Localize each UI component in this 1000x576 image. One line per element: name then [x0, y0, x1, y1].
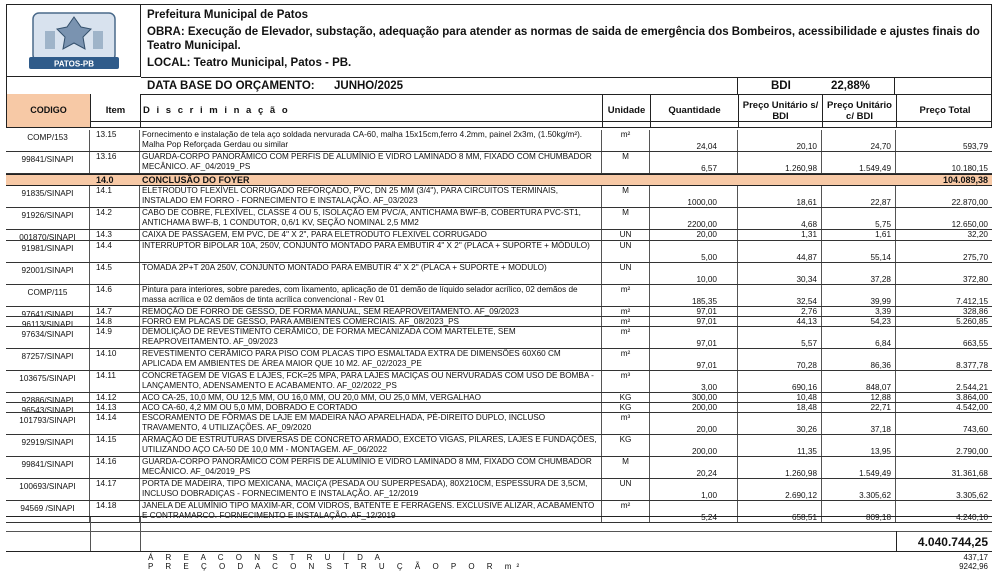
built-area-label: Á R E A C O N S T R U Í D A — [148, 553, 385, 562]
row-unit-price-with-bdi: 54,23 — [822, 317, 896, 326]
row-total: 2.790,00 — [956, 447, 988, 456]
row-item: 14.17 — [90, 479, 140, 500]
row-unit-price-no-bdi: 70,28 — [738, 349, 822, 370]
row-unit: m² — [602, 130, 650, 151]
table-row — [6, 327, 992, 349]
row-unit-price-no-bdi: 18,61 — [738, 186, 822, 207]
row-unit: m³ — [602, 413, 650, 434]
municipality-logo — [7, 5, 141, 77]
table-row — [6, 317, 992, 327]
row-total: 7.412,15 — [956, 297, 988, 306]
row-unit: m² — [602, 327, 650, 348]
row-item: 14.4 — [90, 241, 140, 262]
row-code: 97634/SINAPI — [6, 327, 90, 348]
grand-total: 4.040.744,25 — [917, 535, 988, 549]
row-description: CONCRETAGEM DE VIGAS E LAJES, FCK=25 MPA, PARA LAJES MACIÇAS OU NERVURADAS COM USO DE BOMBA - LANÇAMENTO, ADENSAMENTO E ACABAMENTO. AF_02/2022_PS — [140, 371, 602, 392]
row-unit-price-no-bdi: 30,34 — [738, 263, 822, 284]
row-description: PORTA DE MADEIRA, TIPO MEXICANA, MACIÇA (PESADA OU SUPERPESADA), 80X210CM, ESPESSURA DE 3,5CM, INCLUSO DOBRADIÇAS - FORNECIMENTO E INSTALAÇÃO. AF_12/2019 — [140, 479, 602, 500]
row-total: 22.870,00 — [951, 198, 988, 207]
row-item: 14.0 — [96, 175, 114, 185]
table-row — [6, 435, 992, 457]
col-item: Item — [91, 94, 141, 127]
row-unit: m² — [602, 501, 650, 522]
row-total: 275,70 — [962, 253, 988, 262]
municipality-name: Prefeitura Municipal de Patos — [147, 9, 309, 21]
row-unit-price-no-bdi: 44,13 — [738, 317, 822, 326]
row-unit-price-with-bdi: 37,18 — [822, 413, 896, 434]
row-description: GUARDA-CORPO PANORÂMICO COM PERFIS DE ALUMÍNIO E VIDRO LAMINADO 8 MM, FIXADO COM CHUMBADOR MECÂNICO. AF_04/2019_PS — [140, 457, 602, 478]
row-total: 372,80 — [962, 275, 988, 284]
row-unit-price-no-bdi: 44,87 — [738, 241, 822, 262]
row-unit-price-with-bdi: 1.549,49 — [822, 457, 896, 478]
row-description: FORRO EM PLACAS DE GESSO, PARA AMBIENTES COMERCIAIS. AF_08/2023_PS — [140, 317, 602, 326]
row-code: 94569 /SINAPI — [6, 501, 90, 522]
row-unit: M — [602, 186, 650, 207]
row-item: 14.15 — [90, 435, 140, 456]
table-row — [6, 371, 992, 393]
row-total: 743,60 — [962, 425, 988, 434]
row-total: 10.180,15 — [951, 164, 988, 173]
built-area-value: 437,17 — [963, 553, 988, 562]
row-quantity: 300,00 — [650, 393, 738, 402]
row-description: REMOÇÃO DE FORRO DE GESSO, DE FORMA MANUAL, SEM REAPROVEITAMENTO. AF_09/2023 — [140, 307, 602, 316]
row-quantity: 5,00 — [650, 241, 738, 262]
row-quantity: 10,00 — [650, 263, 738, 284]
row-item: 14.8 — [90, 317, 140, 326]
table-row — [6, 263, 992, 285]
row-description: GUARDA-CORPO PANORÂMICO COM PERFIS DE ALUMÍNIO E VIDRO LAMINADO 8 MM, FIXADO COM CHUMBADOR MECÂNICO. AF_04/2019_PS — [140, 152, 602, 173]
row-unit: KG — [602, 393, 650, 402]
row-unit-price-no-bdi: 20,10 — [738, 130, 822, 151]
table-row — [6, 285, 992, 307]
row-unit: UN — [602, 263, 650, 284]
row-code: 92919/SINAPI — [6, 435, 90, 456]
logo-text: PATOS-PB — [53, 59, 94, 68]
row-item: 14.1 — [90, 186, 140, 207]
row-unit — [602, 175, 650, 185]
row-total: 31.361,68 — [951, 469, 988, 478]
table-row — [6, 241, 992, 263]
summary-footer — [6, 516, 992, 570]
table-row — [6, 349, 992, 371]
row-item: 14.9 — [90, 327, 140, 348]
row-unit: m² — [602, 317, 650, 326]
row-unit-price-no-bdi: 30,26 — [738, 413, 822, 434]
row-unit-price-no-bdi: 5,57 — [738, 327, 822, 348]
row-unit: M — [602, 208, 650, 229]
row-quantity: 1000,00 — [650, 186, 738, 207]
row-unit: M — [602, 152, 650, 173]
row-quantity: 97,01 — [650, 307, 738, 316]
row-code: 001870/SINAPI — [6, 230, 90, 240]
row-total: 5.260,85 — [956, 317, 988, 326]
row-quantity: 20,24 — [650, 457, 738, 478]
row-description: ESCORAMENTO DE FÔRMAS DE LAJE EM MADEIRA NÃO APARELHADA, PÉ-DIREITO DUPLO, INCLUSO TRAVAMENTO, 4 UTILIZAÇÕES. AF_09/2020 — [140, 413, 602, 434]
row-quantity: 24,04 — [650, 130, 738, 151]
row-code: 96543/SINAPI — [6, 403, 90, 412]
row-code: 101793/SINAPI — [6, 413, 90, 434]
col-unit-price-with-bdi: Preço Unitário c/ BDI — [823, 94, 897, 127]
row-unit-price-no-bdi: 11,35 — [738, 435, 822, 456]
table-row — [6, 230, 992, 241]
row-quantity: 185,35 — [650, 285, 738, 306]
row-item: 14.3 — [90, 230, 140, 240]
row-description: CONCLUSÃO DO FOYER — [142, 175, 250, 185]
row-code: 97641/SINAPI — [6, 307, 90, 316]
obra-description: OBRA: Execução de Elevador, substação, adequação para atender as normas de saida de emergência dos Bombeiros, acessibilidade e ajustes finais do Teatro Municipal. — [147, 26, 980, 52]
price-per-m2-label: P R E Ç O D A C O N S T R U Ç Ã O P O R m² — [148, 562, 525, 571]
row-unit-price-no-bdi — [738, 175, 822, 185]
row-description: Fornecimento e instalação de tela aço soldada nervurada CA-60, malha 15x15cm,ferro 4.2mm, painel 2x3m, (1.50kg/m²). Malha Pop Reforçada Gerdau ou similar — [140, 130, 602, 151]
coat-of-arms-icon — [19, 9, 129, 73]
table-row — [6, 393, 992, 403]
row-quantity: 200,00 — [650, 435, 738, 456]
row-code: COMP/153 — [6, 130, 90, 151]
row-total: 3.864,00 — [956, 393, 988, 402]
row-unit-price-with-bdi: 24,70 — [822, 130, 896, 151]
row-total: 4.240,10 — [956, 513, 988, 522]
row-unit: M — [602, 457, 650, 478]
row-code: 91835/SINAPI — [6, 186, 90, 207]
row-unit: m³ — [602, 371, 650, 392]
row-unit-price-no-bdi: 18,48 — [738, 403, 822, 412]
table-row — [6, 130, 992, 152]
row-unit-price-with-bdi: 809,18 — [822, 501, 896, 522]
row-item: 14.18 — [90, 501, 140, 522]
row-code: 92001/SINAPI — [6, 263, 90, 284]
price-per-m2-value: 9242,96 — [959, 562, 988, 571]
row-code — [6, 175, 90, 185]
row-description: TOMADA 2P+T 20A 250V, CONJUNTO MONTADO PARA EMBUTIR 4" X 2" (PLACA + SUPORTE + MODULO) — [140, 263, 602, 284]
row-code: 103675/SINAPI — [6, 371, 90, 392]
table-row — [6, 457, 992, 479]
row-code: 91926/SINAPI — [6, 208, 90, 229]
row-unit-price-with-bdi: 39,99 — [822, 285, 896, 306]
row-quantity: 97,01 — [650, 327, 738, 348]
row-quantity: 20,00 — [650, 413, 738, 434]
row-total: 4.542,00 — [956, 403, 988, 412]
row-unit-price-with-bdi: 55,14 — [822, 241, 896, 262]
row-total: 328,86 — [962, 307, 988, 316]
row-total: 12.650,00 — [951, 220, 988, 229]
row-total: 2.544,21 — [956, 383, 988, 392]
base-date-value: JUNHO/2025 — [334, 80, 404, 92]
row-unit-price-with-bdi: 86,36 — [822, 349, 896, 370]
row-item: 14.5 — [90, 263, 140, 284]
row-description: REVESTIMENTO CERÂMICO PARA PISO COM PLACAS TIPO ESMALTADA EXTRA DE DIMENSÕES 60X60 CM APLICADA EM AMBIENTES DE ÁREA MAIOR QUE 10 M2. AF_02/2023_PE — [140, 349, 602, 370]
table-row — [6, 479, 992, 501]
row-item: 14.2 — [90, 208, 140, 229]
row-description: CABO DE COBRE, FLEXÍVEL, CLASSE 4 OU 5, ISOLAÇÃO EM PVC/A, ANTICHAMA BWF-B, COBERTURA PVC-ST1, ANTICHAMA BWF-B, 1 CONDUTOR, 0,6/1 KV, SEÇÃO NOMINAL 2,5 MM2 — [140, 208, 602, 229]
row-code: 92886/SINAPI — [6, 393, 90, 402]
header-text — [141, 5, 991, 77]
row-code: 99841/SINAPI — [6, 152, 90, 173]
row-description: DEMOLIÇÃO DE REVESTIMENTO CERÂMICO, DE FORMA MECANIZADA COM MARTELETE, SEM REAPROVEITAMENTO. AF_09/2023 — [140, 327, 602, 348]
row-unit-price-no-bdi: 690,16 — [738, 371, 822, 392]
row-quantity: 97,01 — [650, 349, 738, 370]
row-unit-price-with-bdi: 1.549,49 — [822, 152, 896, 173]
row-total: 8.377,78 — [956, 361, 988, 370]
row-unit-price-no-bdi: 1,31 — [738, 230, 822, 240]
row-unit-price-with-bdi: 22,71 — [822, 403, 896, 412]
table-row — [6, 403, 992, 413]
row-unit: KG — [602, 435, 650, 456]
row-unit: UN — [602, 230, 650, 240]
row-unit-price-no-bdi: 1.260,98 — [738, 152, 822, 173]
row-code: 87257/SINAPI — [6, 349, 90, 370]
row-unit-price-no-bdi: 2.690,12 — [738, 479, 822, 500]
row-description: ARMAÇÃO DE ESTRUTURAS DIVERSAS DE CONCRETO ARMADO, EXCETO VIGAS, PILARES, LAJES E FUNDAÇÕES, UTILIZANDO AÇO CA-50 DE 10,0 MM - MONTAGEM. AF_06/2022 — [140, 435, 602, 456]
table-row — [6, 152, 992, 174]
row-unit: UN — [602, 479, 650, 500]
row-quantity: 200,00 — [650, 403, 738, 412]
row-item: 13.16 — [90, 152, 140, 173]
row-unit-price-with-bdi: 37,28 — [822, 263, 896, 284]
row-quantity: 2200,00 — [650, 208, 738, 229]
location: LOCAL: Teatro Municipal, Patos - PB. — [147, 57, 352, 69]
row-description: JANELA DE ALUMÍNIO TIPO MAXIM-AR, COM VIDROS, BATENTE E FERRAGENS. EXCLUSIVE ALIZAR, ACABAMENTO E CONTRAMARCO. FORNECIMENTO E INSTALAÇÃO. AF_12/2019 — [140, 501, 602, 522]
row-unit: m² — [602, 307, 650, 316]
row-description: INTERRUPTOR BIPOLAR 10A, 250V, CONJUNTO MONTADO PARA EMBUTIR 4" X 2" (PLACA + SUPORTE + MÓDULO) — [140, 241, 602, 262]
row-unit-price-with-bdi: 5,75 — [822, 208, 896, 229]
row-unit: m² — [602, 285, 650, 306]
row-unit: m² — [602, 349, 650, 370]
col-code: CODIGO — [7, 94, 91, 127]
row-code: 100693/SINAPI — [6, 479, 90, 500]
row-unit: KG — [602, 403, 650, 412]
row-quantity — [650, 175, 738, 185]
col-quantity: Quantidade — [651, 94, 739, 127]
row-description: ACO CA-60, 4,2 MM OU 5,0 MM, DOBRADO E CORTADO — [140, 403, 602, 412]
row-description: ELETRODUTO FLEXÍVEL CORRUGADO REFORÇADO, PVC, DN 25 MM (3/4"), PARA CIRCUITOS TERMINAIS, INSTALADO EM FORRO - FORNECIMENTO E INSTALAÇÃO. AF_03/2023 — [140, 186, 602, 207]
row-quantity: 20,00 — [650, 230, 738, 240]
row-unit-price-with-bdi: 22,87 — [822, 186, 896, 207]
table-row — [6, 307, 992, 317]
row-item: 14.11 — [90, 371, 140, 392]
row-quantity: 6,57 — [650, 152, 738, 173]
row-item: 14.10 — [90, 349, 140, 370]
row-description: ACO CA-25, 10,0 MM, OU 12,5 MM, OU 16,0 MM, OU 20,0 MM, OU 25,0 MM, VERGALHAO — [140, 393, 602, 402]
row-quantity: 1,00 — [650, 479, 738, 500]
row-item: 14.14 — [90, 413, 140, 434]
row-total: 593,79 — [962, 142, 988, 151]
row-unit-price-no-bdi: 2,76 — [738, 307, 822, 316]
row-unit-price-no-bdi: 32,54 — [738, 285, 822, 306]
row-unit-price-no-bdi: 4,68 — [738, 208, 822, 229]
table-row — [6, 208, 992, 230]
row-quantity: 5,24 — [650, 501, 738, 522]
section-row — [6, 174, 992, 186]
row-unit-price-with-bdi: 3,39 — [822, 307, 896, 316]
row-code: 91981/SINAPI — [6, 241, 90, 262]
row-unit-price-with-bdi: 13,95 — [822, 435, 896, 456]
row-quantity: 3,00 — [650, 371, 738, 392]
row-item: 14.6 — [90, 285, 140, 306]
row-unit-price-no-bdi: 1.260,98 — [738, 457, 822, 478]
col-total-price: Preço Total — [919, 105, 971, 116]
row-unit-price-with-bdi: 1,61 — [822, 230, 896, 240]
base-date-bar — [141, 77, 991, 95]
table-row — [6, 186, 992, 208]
row-unit-price-with-bdi: 6,84 — [822, 327, 896, 348]
row-item: 14.12 — [90, 393, 140, 402]
row-unit-price-with-bdi: 3.305,62 — [822, 479, 896, 500]
bdi-label: BDI — [771, 80, 791, 92]
row-total: 663,55 — [962, 339, 988, 348]
col-unit: Unidade — [603, 94, 651, 127]
row-description: CAIXA DE PASSAGEM, EM PVC, DE 4" X 2", PARA ELETRODUTO FLEXIVEL CORRUGADO — [140, 230, 602, 240]
col-description: D i s c r i m i n a ç ã o — [141, 94, 603, 127]
row-unit-price-with-bdi: 848,07 — [822, 371, 896, 392]
budget-sheet — [6, 4, 992, 570]
column-headers — [6, 94, 992, 128]
row-total: 3.305,62 — [956, 491, 988, 500]
row-description: Pintura para interiores, sobre paredes, com lixamento, aplicação de 01 demão de líquido selador acrílico, 02 demãos de massa acrílica e 02 demãos de tinta acrílica convencional - Rev 01 — [140, 285, 602, 306]
row-total: 104.089,38 — [942, 175, 988, 185]
row-item: 14.16 — [90, 457, 140, 478]
row-unit-price-with-bdi: 12,88 — [822, 393, 896, 402]
row-code: COMP/115 — [6, 285, 90, 306]
row-unit-price-no-bdi: 10,48 — [738, 393, 822, 402]
row-unit-price-no-bdi: 658,51 — [738, 501, 822, 522]
table-row — [6, 413, 992, 435]
base-date-label: DATA BASE DO ORÇAMENTO: — [147, 80, 315, 92]
row-code: 99841/SINAPI — [6, 457, 90, 478]
row-total: 32,20 — [967, 230, 988, 239]
row-unit: UN — [602, 241, 650, 262]
row-code: 96113/SINAPI — [6, 317, 90, 326]
bdi-value: 22,88% — [831, 80, 871, 92]
row-item: 14.7 — [90, 307, 140, 316]
row-item: 14.13 — [90, 403, 140, 412]
col-unit-price-no-bdi: Preço Unitário s/ BDI — [739, 94, 823, 127]
row-quantity: 97,01 — [650, 317, 738, 326]
row-unit-price-with-bdi — [822, 175, 896, 185]
row-item: 13.15 — [90, 130, 140, 151]
